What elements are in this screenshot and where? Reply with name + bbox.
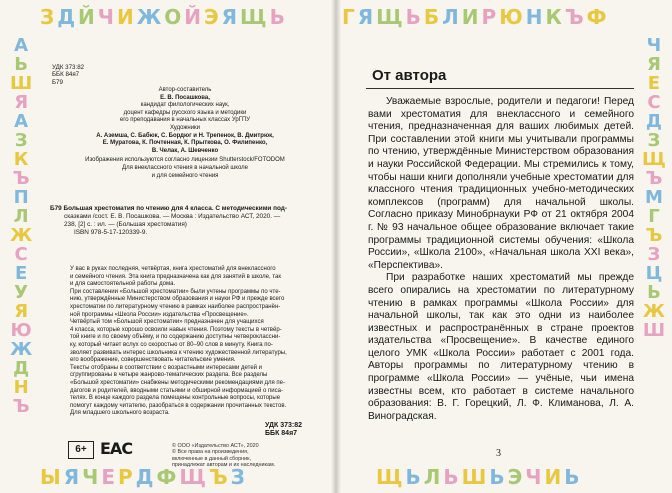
description-line: «Большой хрестоматии» снабжены методическими рекомендациями для пе- (70, 379, 285, 386)
eac-conformity-mark: EAC (100, 439, 133, 458)
decor-letter: Э (507, 465, 524, 489)
decor-letters-right-column (642, 36, 666, 340)
bbk-line: ББК 84я7 (52, 71, 80, 79)
decor-letter: Е (14, 263, 28, 284)
credit-line: Е. Муратова, К. Почтенная, К. Прыткова, О. Филипенко, (102, 140, 268, 147)
decor-letter: Д (13, 358, 30, 379)
decor-letter: С (14, 244, 28, 265)
description-line: телях. В конце каждого раздела помещены контрольные вопросы, которые (70, 395, 281, 402)
decor-letter: Ь (14, 54, 28, 75)
credit-line: доцент кафедры русского языка и методики (123, 109, 247, 116)
decor-letter: Ъ (645, 225, 663, 246)
decor-letter: Ь (489, 465, 506, 489)
annotation-block (50, 205, 320, 237)
decor-letter: Ъ (12, 396, 30, 417)
decor-letter: З (230, 465, 246, 489)
decor-letter: Е (647, 73, 661, 94)
copyright-line: включенные в данный сборник, (172, 455, 251, 462)
decor-letter: Ь (269, 5, 286, 29)
foreword-text (368, 96, 634, 423)
description-line: ку, который читает вслух со скоростью от 80–90 слов в минуту. Книга по- (70, 341, 273, 348)
credit-line: Е. В. Посашкова, (160, 94, 210, 101)
credits-block (50, 87, 320, 180)
decor-letter: Ъ (564, 5, 585, 29)
copyright-line: © Все права на произведения, (172, 449, 249, 456)
decor-letter: Н (13, 377, 29, 398)
decor-letter: Ж (10, 225, 33, 246)
decor-letter: И (544, 465, 563, 489)
decor-letter: Я (14, 301, 29, 322)
description-line: У вас в руках последняя, четвёртая, книга хрестоматий для внеклассного (70, 266, 276, 272)
decor-letter: Щ (376, 5, 404, 29)
decor-letter: Е (101, 465, 116, 489)
decor-letter: Ч (646, 35, 662, 56)
decor-letter: Д (645, 111, 662, 132)
decor-letter: Щ (179, 465, 207, 489)
decor-letter: К (13, 149, 29, 170)
decor-letter: З (14, 130, 28, 151)
udk-line: УДК 373:82 (52, 64, 85, 71)
decor-letter: И (461, 5, 480, 29)
credit-line: его преподавания в начальных классах УрГПУ (119, 117, 251, 124)
decor-letter: Л (423, 465, 442, 489)
copyright-block (172, 443, 322, 469)
decor-letters-bottom-left (40, 466, 246, 488)
age-rating-badge: 6+ (68, 441, 94, 459)
decor-letter: З (647, 130, 661, 151)
description-line: Четвёртый том «Большой хрестоматии» предназначен для учащихся (70, 319, 264, 326)
book-description (60, 266, 318, 418)
decor-letter: Б (423, 5, 441, 29)
title-rule (366, 88, 634, 89)
description-line: той книге и по своему объёму, и по содержанию доступны четвероклассни- (70, 334, 281, 341)
description-line: дагогов и родителей, вводными статьями и обширной информацией о писа- (70, 387, 283, 394)
credit-line: Художники (169, 124, 201, 131)
decor-letter: Н (525, 5, 544, 29)
decor-letter: Ч (525, 465, 543, 489)
isbn-line: ISBN 978-5-17-120339-9. (74, 229, 148, 236)
decor-letter: Ь (405, 465, 422, 489)
decor-letter: Л (13, 206, 29, 227)
credit-line: А. Аземша, С. Бабюк, С. Бордюг и Н. Трепенок, В. Дмитрюк, (96, 132, 274, 139)
udk-line: УДК 373:82 (265, 422, 302, 429)
decor-letter: Д (135, 465, 155, 489)
annotation-line: 238, [2] с. : ил. — (Большая хрестоматия) (64, 221, 187, 228)
decor-letter: Ц (645, 263, 663, 284)
decor-letter: Ч (82, 465, 100, 489)
decor-letter: Щ (240, 5, 268, 29)
decor-letters-top-left (40, 6, 286, 28)
decor-letter: Ю (10, 320, 32, 341)
decor-letter: Ь (405, 5, 422, 29)
decor-letter: Ч (97, 5, 115, 29)
decor-letter: Г (648, 206, 660, 227)
description-line: ной программы «Школа России» издательства «Просвещение». (70, 311, 249, 318)
decor-letter: Ю (499, 5, 524, 29)
description-line: хрестоматии по литературному чтению в рамках наиболее распространён- (70, 303, 281, 310)
decor-letter: С (647, 92, 661, 113)
description-line: и семейного чтения. Эта книга предназначена как для занятий в школе, так (70, 273, 281, 280)
decor-letter: И (116, 5, 135, 29)
decor-letter: М (644, 187, 663, 208)
description-line: сгруппированы в четыре жанрово-тематических раздела. Все разделы (70, 372, 268, 379)
decor-letter: О (164, 5, 183, 29)
decor-letter: А (14, 35, 29, 56)
decor-letter: З (647, 244, 661, 265)
decor-letter: Я (647, 54, 661, 75)
description-line: его воображение, совершенствовать читательские умения. (70, 357, 236, 364)
decor-letter: Ъ (645, 168, 663, 189)
credit-line: Для внеклассного чтения в начальной школе (122, 164, 248, 171)
decor-letters-top-right (342, 6, 607, 28)
credit-line: Изображения используются согласно лицензии Shutterstock/FOTODOM (85, 157, 285, 164)
decor-letter: Д (57, 5, 77, 29)
annotation-line: Большая хрестоматия по чтению для 4 класса. С методическими под- (63, 205, 287, 212)
decor-letter: Ш (642, 320, 666, 341)
decor-letter: Ж (642, 301, 665, 322)
decor-letter: Ф (586, 5, 608, 29)
foreword-paragraph: Уважаемые взрослые, родители и педагоги! Перед вами хрестоматия для внеклассного и семейного чтения, предназначенная для ваших любимых детей. При составлении этой книги мы учитывали программы по чтению, утверждённые Министерством образования и науки Российской Федерации. Мы стремились к тому, чтобы наши книги дополняли учебные хрестоматии для классного чтения традиционных учебно-методических комплексов (программ) для начальной школы. Согласно приказу Минобрнауки РФ от 21 октября 2004 г. № 93 начальное общее образование включает такие программы традиционной системы обучения: «Школа России», «Школа 2100», «Начальная школа XXI века», «Перспектива». (368, 96, 634, 271)
credit-line: и для семейного чтения (151, 172, 219, 179)
description-line: При составлении «Большой хрестоматии» были учтены программы по чте- (70, 288, 281, 295)
description-line: нию, утверждённые Министерством образования и науки РФ и прежде всего (70, 296, 285, 303)
decor-letter: А (14, 111, 29, 132)
udk-block-top (52, 64, 84, 86)
foreword-paragraph: При разработке наших хрестоматий мы прежде всего опирались на хрестоматии по литературному чтению в рамках программы «Школа России» для начальной школы, так как это одни из наиболее известных и распространённых в стране проектов издательства «Просвещение». В качестве единого целого УМК «Школа России» работает с 2001 года. Авторы программы по литературному чтению в программе «Школа России» — учёные, чьи имена известны всем, кто работает в системе начального образования: В. Г. Горецкий, Л. Ф. Климанова, Л. А. Виноградская. (368, 272, 634, 422)
decor-letter: Й (78, 5, 96, 29)
decor-letter: К (545, 5, 563, 29)
decor-letters-bottom-right (376, 466, 580, 488)
decor-letter: Я (357, 5, 375, 29)
book-gutter (331, 0, 341, 493)
bbk-line: ББК 84я7 (265, 430, 298, 438)
decor-letter: П (13, 187, 29, 208)
credit-line: Автор-составитель (158, 87, 212, 93)
decor-letter: Щ (642, 149, 666, 170)
description-line: 4 класса, которые хорошо освоили навык чтения. Поэтому тексты в четвёр- (70, 326, 282, 333)
author-mark-line: Б79 (52, 78, 63, 86)
decor-letter: Ь (564, 465, 581, 489)
decor-letter: Ш (461, 465, 488, 489)
decor-letter: Ь (443, 465, 460, 489)
decor-letter: З (40, 5, 56, 29)
page-title: От автора (372, 67, 447, 84)
description-line: помогут каждому читателю, разобраться в содержании прочитанных текстов. (70, 402, 287, 409)
decor-letter: Э (203, 5, 220, 29)
copyright-line: принадлежат авторам и их наследникам. (172, 462, 276, 469)
decor-letter: У (14, 282, 29, 303)
decor-letter: Ъ (12, 168, 30, 189)
decor-letter: Л (442, 5, 460, 29)
annotation-line: сказками /сост. Е. В. Посашкова. — Москва : Издательство АСТ, 2020. — (64, 213, 281, 220)
decor-letter: Р (481, 5, 498, 29)
decor-letter: Ы (40, 465, 62, 489)
decor-letter: Ъ (208, 465, 229, 489)
decor-letter: Я (14, 92, 29, 113)
decor-letter: Ж (10, 339, 33, 360)
decor-letter: Ж (136, 5, 163, 29)
description-line: Тексты отобраны в соответствии с возрастными интересами детей и (70, 364, 263, 371)
description-line: Для младшего школьного возраста. (70, 410, 170, 417)
credit-line: кандидат филологических наук, (140, 102, 230, 109)
copyright-line: © ООО «Издательство АСТ», 2020 (172, 443, 259, 449)
decor-letter: Я (221, 5, 239, 29)
credit-line: В. Челак, А. Шевченко (151, 147, 219, 154)
description-line: зволяет развивать интерес школьника к чтению художественной литературы, (70, 349, 287, 356)
udk-block-bottom (265, 422, 302, 439)
decor-letter: Я (63, 465, 81, 489)
page-number: 3 (496, 448, 501, 459)
decor-letter: Ш (10, 73, 33, 94)
decor-letter: Ф (156, 465, 178, 489)
description-line: и для самостоятельной работы дома. (70, 281, 176, 288)
decor-letter: Ь (647, 282, 661, 303)
decor-letter: Г (342, 5, 356, 29)
decor-letters-left-column (10, 36, 32, 416)
decor-letter: Й (184, 5, 202, 29)
decor-letter: Р (117, 465, 134, 489)
annotation-code: Б79 (50, 205, 62, 212)
decor-letter: Щ (376, 465, 404, 489)
